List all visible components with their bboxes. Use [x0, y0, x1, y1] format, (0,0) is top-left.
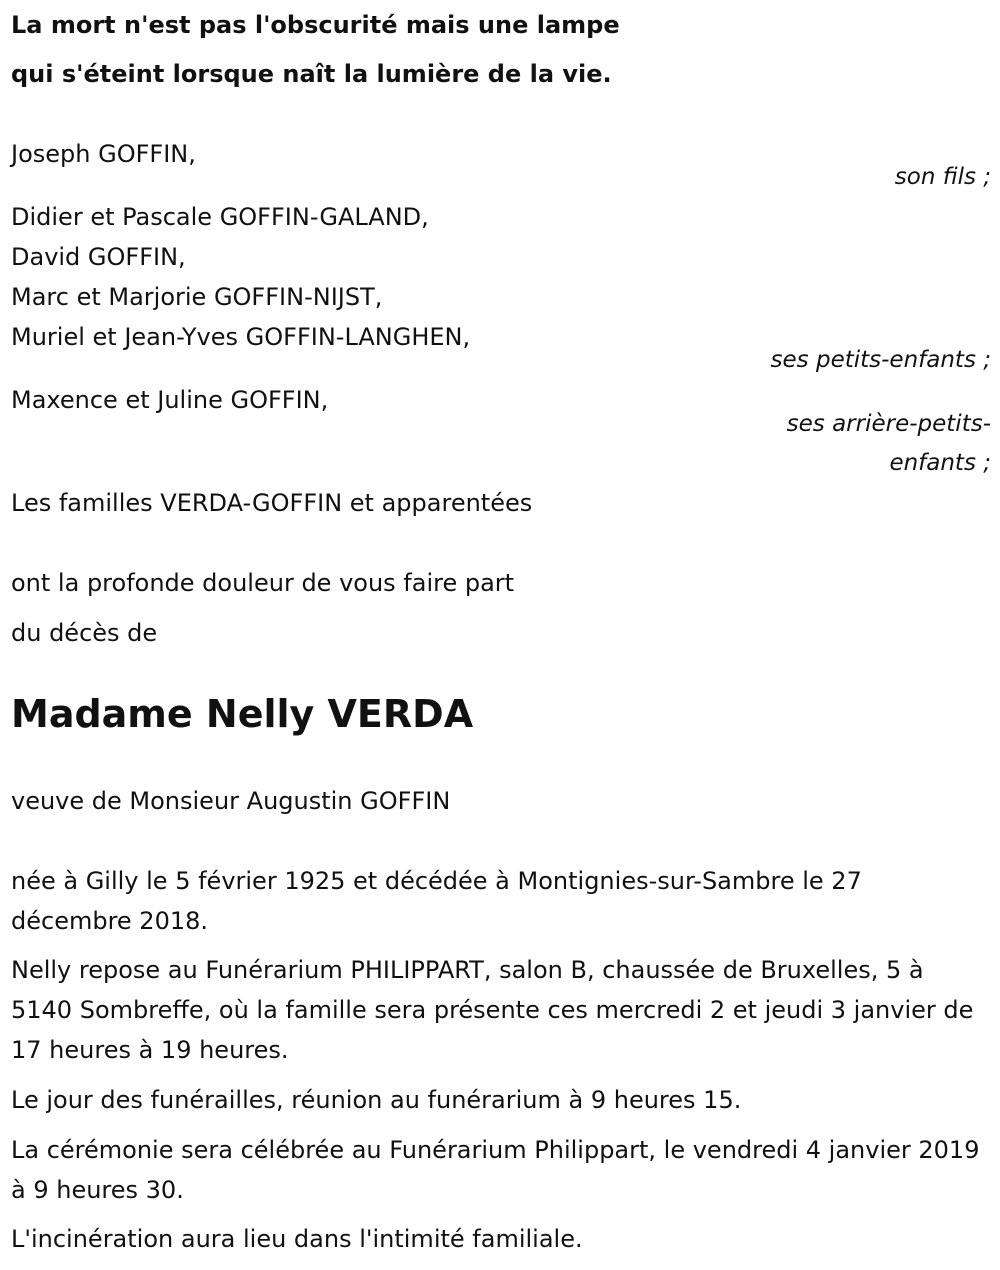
great-grandchildren-relation-line-2: enfants ; [889, 450, 991, 476]
son-relation: son fils ; [894, 164, 991, 190]
grandchildren-relation: ses petits-enfants ; [770, 347, 991, 373]
quote-line-2: qui s'éteint lorsque naît la lumière de la vie. [11, 60, 612, 88]
viewing-paragraph: Nelly repose au Funérarium PHILIPPART, salon B, chaussée de Bruxelles, 5 à 5140 Sombreffe, où la famille sera présente ces mercredi 2 et jeudi 3 janvier de 17 heures à 19 heures. [11, 956, 974, 1064]
grandchild-entry: David GOFFIN, [11, 243, 186, 271]
deceased-name: Madame Nelly VERDA [11, 692, 474, 736]
grandchild-entry: Muriel et Jean-Yves GOFFIN-LANGHEN, [11, 323, 471, 351]
cremation-paragraph: L'incinération aura lieu dans l'intimité familiale. [11, 1225, 583, 1253]
birth-death-paragraph: née à Gilly le 5 février 1925 et décédée à Montignies-sur-Sambre le 27 décembre 2018. [11, 867, 862, 935]
ceremony-paragraph: La cérémonie sera célébrée au Funérarium Philippart, le vendredi 4 janvier 2019 à 9 heures 30. [11, 1136, 980, 1204]
announcement-line-1: ont la profonde douleur de vous faire part [11, 569, 515, 597]
announcement-line-2: du décès de [11, 619, 158, 647]
great-grandchildren-name: Maxence et Juline GOFFIN, [11, 386, 329, 414]
obituary-notice [11, 0, 991, 1270]
grandchild-entry: Marc et Marjorie GOFFIN-NIJST, [11, 283, 383, 311]
grandchild-entry: Didier et Pascale GOFFIN-GALAND, [11, 203, 429, 231]
funeral-meeting-paragraph: Le jour des funérailles, réunion au funérarium à 9 heures 15. [11, 1086, 742, 1114]
quote-line-1: La mort n'est pas l'obscurité mais une lampe [11, 11, 620, 39]
son-name: Joseph GOFFIN, [11, 140, 196, 168]
families-line: Les familles VERDA-GOFFIN et apparentées [11, 489, 533, 517]
great-grandchildren-relation-line-1: ses arrière-petits- [786, 411, 991, 437]
widow-of: veuve de Monsieur Augustin GOFFIN [11, 787, 451, 815]
